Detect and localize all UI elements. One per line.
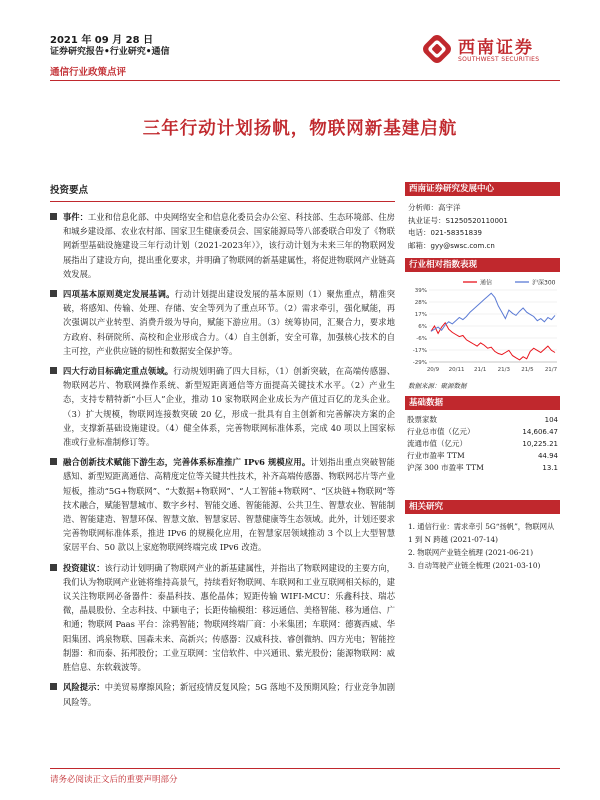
footer-divider xyxy=(50,768,560,769)
summary-item-text: 计划指出重点突破智能感知、新型短距离通信、高精度定位等关键共性技术，补齐高端传感器、物联网芯片等产业短板，推动“5G+物联网”、“大数据+物联网”、“人工智能+物联网”、“区块链+物联网”等技术融合，赋能智慧城市、数字乡村、智能交通、智能能源、公共卫生、智慧农业、智能制造、智能建造、智慧环保、智慧文旅、智慧家居、智慧健康等生态领域。此外，计划还要求完善物联网标准体系，推进 IPv6 的规模化应用，在智慧家居领域推动 3 个以上大型智慧家居平台、50 款以上家庭物联网终端完成 IPv6 改造。 xyxy=(63,457,395,553)
market-value: 44.94 xyxy=(537,452,558,460)
index-chart-section xyxy=(405,258,560,390)
series-line xyxy=(431,323,555,360)
summary-item xyxy=(50,364,395,449)
summary-item-lead: 融合创新技术赋能下游生态，完善体系标准推广 IPv6 规模应用。 xyxy=(63,457,311,468)
y-tick-label: -29% xyxy=(412,360,427,366)
x-tick-label: 21/7 xyxy=(544,367,558,373)
related-item[interactable]: 2. 物联网产业链全梳理 (2021-06-21) xyxy=(408,548,534,557)
analyst-value: 021-58351839 xyxy=(430,229,483,237)
series-line xyxy=(431,293,555,331)
market-row xyxy=(405,450,560,462)
analyst-label: 邮箱： xyxy=(408,240,431,250)
legend-label: 通信 xyxy=(480,279,493,287)
related-item[interactable]: 3. 自动驾驶产业链全梳理 (2021-03-10) xyxy=(408,561,541,570)
analyst-info xyxy=(405,196,560,252)
summary-item-lead: 四大行动目标确定重点领域。 xyxy=(63,366,174,377)
market-row xyxy=(405,462,560,474)
analyst-line xyxy=(408,202,557,215)
square-bullet-icon xyxy=(50,367,57,374)
square-bullet-icon xyxy=(50,213,57,220)
y-tick-label: -17% xyxy=(412,348,427,354)
analyst-value: 高宇洋 xyxy=(438,203,461,212)
market-value: 14,606.47 xyxy=(522,428,558,436)
footer-disclaimer: 请务必阅读正文后的重要声明部分 xyxy=(50,775,178,785)
report-date: 2021 年 09 月 28 日 xyxy=(50,35,154,46)
x-tick-label: 21/1 xyxy=(474,367,487,373)
square-bullet-icon xyxy=(50,683,57,690)
summary-item-lead: 事件： xyxy=(63,212,88,222)
chart-heading: 行业相对指数表现 xyxy=(405,258,560,272)
market-label: 沪深 300 市盈率 TTM xyxy=(407,463,484,472)
market-data-table xyxy=(405,414,560,474)
logo-en-text: SOUTHWEST SECURITIES xyxy=(458,56,540,63)
report-title: 三年行动计划扬帆，物联网新基建启航 xyxy=(142,119,458,139)
market-label: 行业市盈率 TTM xyxy=(407,451,465,460)
y-tick-label: 28% xyxy=(414,300,427,306)
analyst-label: 分析师： xyxy=(408,203,438,212)
analyst-line xyxy=(408,227,557,240)
y-tick-label: 39% xyxy=(414,288,427,294)
market-data-section xyxy=(405,396,560,474)
x-tick-label: 21/5 xyxy=(521,367,534,373)
summary-item xyxy=(50,561,395,675)
report-header xyxy=(0,0,600,100)
summary-divider xyxy=(50,201,395,202)
market-row xyxy=(405,414,560,426)
square-bullet-icon xyxy=(50,458,57,465)
summary-item xyxy=(50,287,395,358)
chart-source: 数据来源：聚源数据 xyxy=(408,382,467,390)
analyst-label: 执业证号： xyxy=(408,215,446,225)
market-label: 流通市值（亿元） xyxy=(407,439,467,448)
summary-item-text: 该行动计划明确了物联网产业的新基建属性，并指出了物联网建设的主要方向，我们认为物联网产业链将维持高景气，持续看好物联网、车联网和工业互联网相关标的，建议关注物联网必备器件：泰晶科技、惠伦晶体；短距传输 WIFI-MCU：乐鑫科技、瑞芯微，晶晨股份、全志科技、中颖电子；长距传输模组：移远通信、美格智能、移为通信、广和通；物联网 Paas 平台：涂鸦智能；物联网终端厂商：小米集团；车联网：德赛西威、华阳集团、鸿泉物联、国森未来、高新兴；传感器：汉威科技、睿创微纳、四方光电；智能控制器：和而泰、拓邦股份；工业互联网：宝信软件、中兴通讯、紫光股份；能源物联网：威胜信息、东软载波等。 xyxy=(63,562,395,673)
related-research-section xyxy=(405,500,560,572)
market-label: 行业总市值（亿元） xyxy=(407,427,475,436)
summary-item-text: 中美贸易摩擦风险；新冠疫情反复风险；5G 落地不及预期风险；行业竞争加剧风险等。 xyxy=(63,682,395,707)
related-item[interactable]: 1. 通信行业：需求牵引 5G“扬帆”，物联网从 1 到 N 跨越 (2021-07-14) xyxy=(408,522,555,544)
summary-item-text: 工业和信息化部、中央网络安全和信息化委员会办公室、科技部、生态环境部、住房和城乡建设部、农业农村部、国家卫生健康委员会、国家能源局等八部委联合印发了《物联网新型基础设施建设三年行动计划（2021-2023年）》，该行动计划为未来三年的物联网发展指出了建设方向，提出重化要求，并明确了物联网的新基建属性，将促进物联网产业链高效发展。 xyxy=(63,212,395,279)
summary-list xyxy=(50,210,395,709)
report-subcategory: 通信行业政策点评 xyxy=(50,67,127,78)
market-value: 104 xyxy=(544,416,558,424)
analyst-line xyxy=(408,215,557,228)
square-bullet-icon xyxy=(50,564,57,571)
market-row xyxy=(405,438,560,450)
market-value: 13.1 xyxy=(542,464,558,472)
x-tick-label: 20/9 xyxy=(426,367,440,373)
market-heading: 基础数据 xyxy=(405,396,560,410)
relative-index-chart xyxy=(405,274,560,379)
x-tick-label: 20/11 xyxy=(448,367,465,373)
square-bullet-icon xyxy=(50,290,57,297)
analyst-label: 电话： xyxy=(408,228,431,237)
summary-item-text: 行动规划明确了四大目标，（1）创新突破，在高端传感器、物联网芯片、物联网操作系统、新型短距离通信等方面提高关键技术水平。（2）产业生态，支持专精特新“小巨人”企业，推动 10 家物联网企业成长为产值过百亿的龙头企业。（3）扩大规模，物联网连接数突破 20 亿，形成一批具有自主创新和完善解决方案的企业，支撑新基础设施建设。（4）健全体系，完善物联网标准体系，完成 40 项以上国家标准或行业标准制修订等。 xyxy=(63,366,395,448)
investment-summary xyxy=(50,182,395,709)
summary-item xyxy=(50,680,395,708)
logo-cn-text: 西南证券 xyxy=(458,38,534,58)
market-row xyxy=(405,426,560,438)
analyst-value[interactable]: gyy@swsc.com.cn xyxy=(430,241,495,250)
logo-mark-icon xyxy=(420,32,454,66)
y-tick-label: -6% xyxy=(416,336,427,342)
related-heading: 相关研究 xyxy=(405,500,560,514)
research-center-bar: 西南证券研究发展中心 xyxy=(405,182,560,196)
summary-heading: 投资要点 xyxy=(50,185,89,196)
market-label: 股票家数 xyxy=(407,415,437,424)
summary-item-text: 行动计划提出建设发展的基本原则（1）聚焦重点，精准突破，将感知、传输、处理、存储、安全等列为了重点环节。（2）需求牵引，强化赋能，再次强调以产业转型、消费升级为导向，赋能下游应用。（3）统筹协同，汇聚合力，要求地方政府、科研院所、高校和企业形成合力。（4）自主创新，安全可靠，加强核心技术的自主可控，产业供应链的韧性和数据安全保护等。 xyxy=(63,289,395,356)
legend-label: 沪深300 xyxy=(532,279,556,287)
market-value: 10,225.21 xyxy=(522,440,558,448)
y-tick-label: 17% xyxy=(414,312,427,318)
summary-item xyxy=(50,210,395,281)
summary-item-lead: 四项基本原则奠定发展基调。 xyxy=(63,289,175,300)
summary-item xyxy=(50,455,395,554)
summary-item-lead: 风险提示： xyxy=(63,682,105,693)
report-category: 证券研究报告•行业研究•通信 xyxy=(50,47,170,57)
x-tick-label: 21/3 xyxy=(497,367,510,373)
header-divider xyxy=(50,80,560,81)
analyst-value: S1250520110001 xyxy=(445,216,508,225)
sidebar xyxy=(405,182,560,572)
company-logo xyxy=(418,30,568,74)
related-list xyxy=(405,514,560,572)
summary-item-lead: 投资建议： xyxy=(63,562,105,573)
y-tick-label: 6% xyxy=(418,324,427,330)
analyst-line xyxy=(408,240,557,253)
